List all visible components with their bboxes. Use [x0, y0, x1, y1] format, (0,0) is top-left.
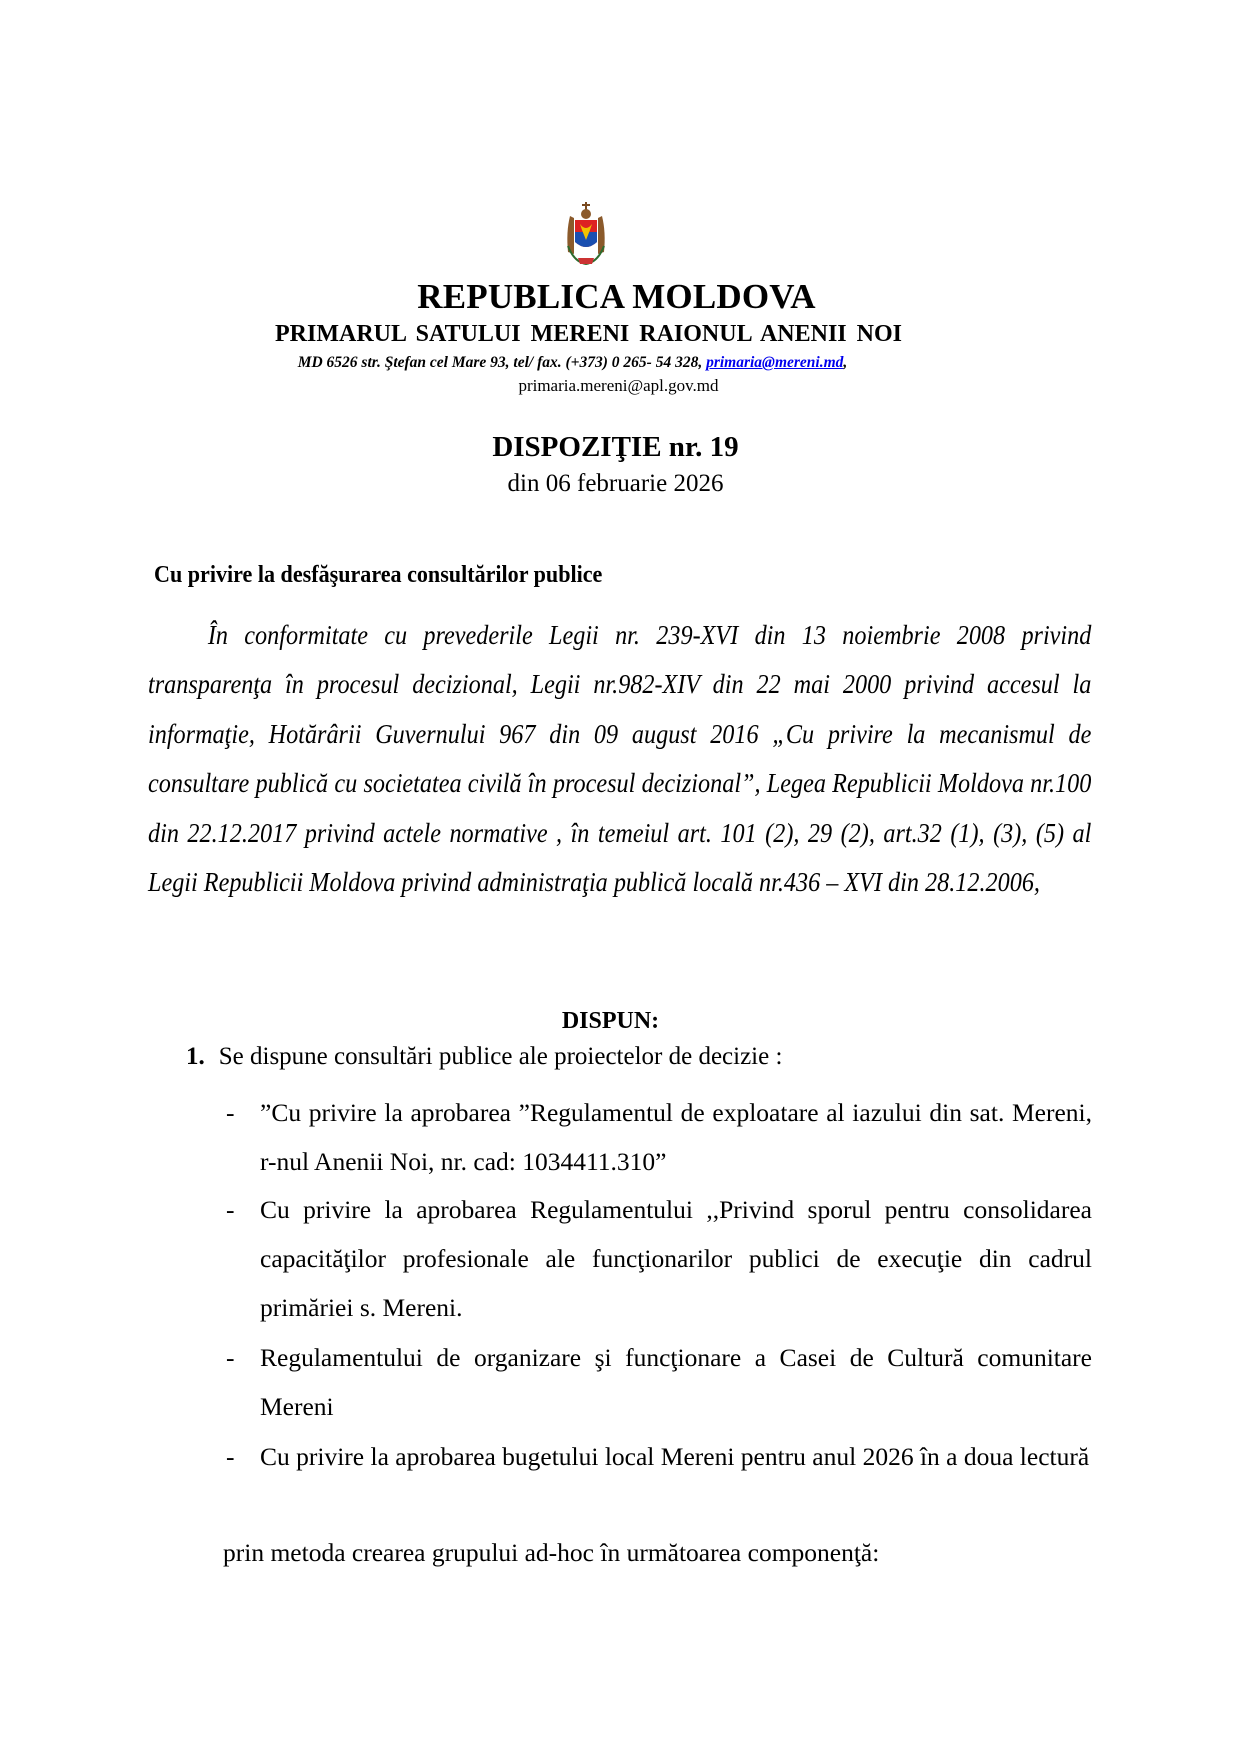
- address-suffix: ,: [843, 354, 848, 371]
- institution-heading: PRIMARUL SATULUI MERENI RAIONUL ANENII NOI: [275, 321, 902, 347]
- numbered-item-1: [186, 1043, 782, 1071]
- bullet-dash: -: [226, 1343, 235, 1372]
- bullet-dash: -: [226, 1098, 235, 1127]
- dispun-heading: DISPUN:: [561, 1008, 660, 1034]
- bullet-dash: -: [226, 1442, 235, 1471]
- project-text: ”Cu privire la aprobarea ”Regulamentul de exploatare al iazului din sat. Mereni, r-nul Anenii Noi, nr. cad: 1034411.310”: [260, 1098, 1092, 1176]
- closing-line: prin metoda crearea grupului ad-hoc în următoarea componenţă:: [223, 1538, 880, 1567]
- project-text: Regulamentului de organizare şi funcţionare a Casei de Cultură comunitare Mereni: [260, 1343, 1092, 1421]
- project-list-item: [226, 1088, 1092, 1186]
- address-line: [0, 354, 1193, 372]
- email-link[interactable]: primaria@mereni.md: [706, 354, 844, 371]
- document-date: din 06 februarie 2026: [507, 470, 724, 497]
- item-text: Se dispune consultări publice ale proiectelor de decizie :: [218, 1043, 783, 1070]
- project-text: Cu privire la aprobarea Regulamentului ,,Privind sporul pentru consolidarea capacităţilor profesionale ale funcţionarilor publici de execuţie din cadrul primăriei s. Mereni.: [260, 1195, 1092, 1322]
- document-subject: Cu privire la desfăşurarea consultărilor publice: [154, 562, 603, 588]
- address-text: MD 6526 str. Ştefan cel Mare 93, tel/ fax. (+373) 0 265- 54 328,: [297, 354, 707, 371]
- project-list-item: [226, 1333, 1092, 1431]
- secondary-email: primaria.mereni@apl.gov.md: [518, 376, 719, 395]
- project-list-item: [226, 1185, 1092, 1332]
- bullet-dash: -: [226, 1195, 235, 1224]
- item-number: 1.: [186, 1043, 205, 1070]
- coat-of-arms-icon: [564, 202, 608, 268]
- project-text: Cu privire la aprobarea bugetului local Mereni pentru anul 2026 în a doua lectură: [260, 1442, 1090, 1471]
- project-list-item: [226, 1432, 1092, 1481]
- preamble-paragraph: În conformitate cu prevederile Legii nr. 239-XVI din 13 noiembrie 2008 privind transparenţa în procesul decizional, Legii nr.982-XIV din 22 mai 2000 privind accesul la informaţie, Hotărârii Guvernului 967 din 09 august 2016 „Cu privire la mecanismul de consultare publică cu societatea civilă în procesul decizional”, Legea Republicii Moldova nr.100 din 22.12.2017 privind actele normative , în temeiul art. 101 (2), 29 (2), art.32 (1), (3), (5) al Legii Republicii Moldova privind administraţia publică locală nr.436 – XVI din 28.12.2006,: [148, 619, 1092, 898]
- document-title: DISPOZIŢIE nr. 19: [492, 431, 739, 463]
- country-heading: REPUBLICA MOLDOVA: [417, 277, 816, 316]
